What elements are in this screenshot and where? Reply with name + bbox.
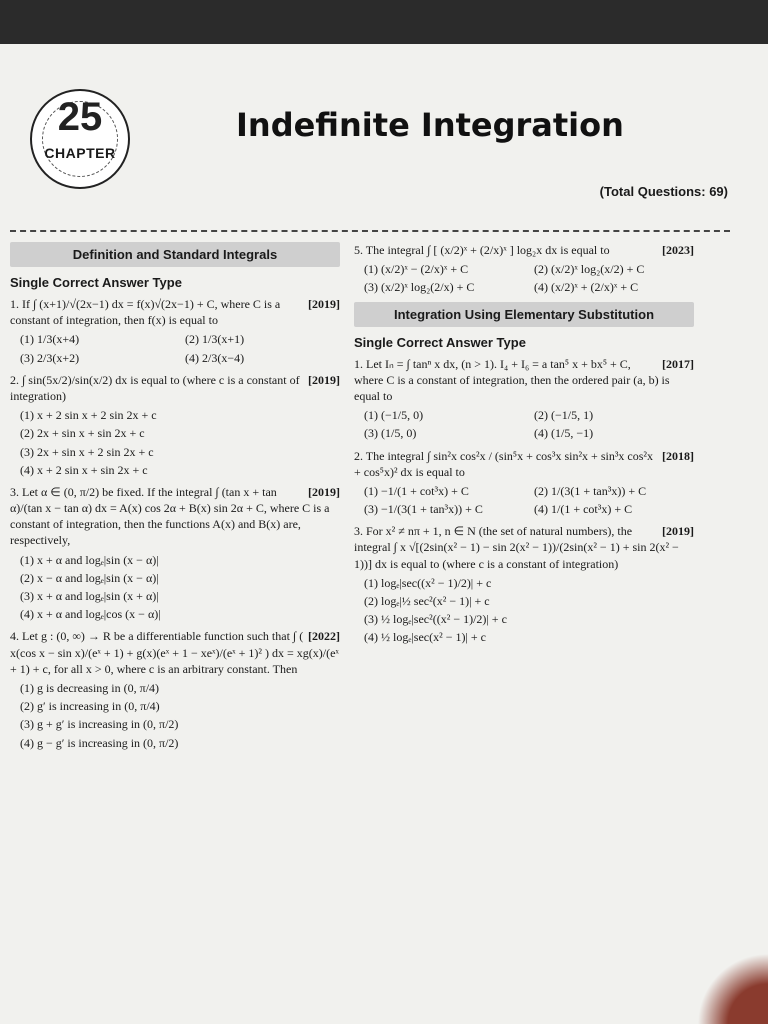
year-tag: [2019] (308, 297, 340, 311)
section-heading-standard: Definition and Standard Integrals (10, 242, 340, 267)
option-4[interactable]: (4) (x/2)ˣ + (2/x)ˣ + C (534, 280, 639, 295)
chapter-label: CHAPTER (44, 145, 116, 161)
options (20, 552, 340, 623)
question-text: 2. ∫ sin(5x/2)/sin(x/2) dx is equal to (where c is a constant of integration) (10, 372, 300, 403)
question-3 (10, 484, 340, 623)
answer-type-heading: Single Correct Answer Type (354, 334, 526, 350)
option-3[interactable]: (3) g + g′ is increasing in (0, π/2) (20, 717, 179, 732)
option-3[interactable]: (3) 2/3(x+2) (20, 350, 80, 365)
options (364, 575, 694, 646)
question-text: 1. Let Iₙ = ∫ tanⁿ x dx, (n > 1). I₄ + I₆ = a tan⁵ x + bx⁵ + C, where C is a constant of integration, then the ordered pair (a, b) is equal to (354, 356, 670, 403)
option-1[interactable]: (1) (−1/5, 0) (364, 408, 424, 423)
option-4[interactable]: (4) 2/3(x−4) (185, 350, 245, 365)
question-text: 2. The integral ∫ sin²x cos²x / (sin⁵x + cos³x sin²x + sin³x cos²x + cos⁵x)² dx is equal to (354, 448, 654, 479)
option-1[interactable]: (1) 1/3(x+4) (20, 332, 80, 347)
options (364, 407, 694, 441)
year-tag: [2019] (308, 484, 340, 499)
chapter-title: Indefinite Integration (236, 106, 624, 144)
year-tag: [2017] (662, 356, 694, 371)
option-3[interactable]: (3) x + α and logₑ|sin (x + α)| (20, 589, 159, 603)
option-2[interactable]: (2) (x/2)ˣ log₂(x/2) + C (534, 262, 645, 277)
option-4[interactable]: (4) (1/5, −1) (534, 426, 594, 441)
question-text: 3. Let α ∈ (0, π/2) be fixed. If the integral ∫ (tan x + tan α)/(tan x − tan α) dx = A(x) cos 2α + B(x) sin 2α + C, where C is a constant of integration, then the functions A(x) and B(x) are, respectively, (10, 484, 330, 548)
option-2[interactable]: (2) 1/(3(1 + tan³x)) + C (534, 483, 647, 498)
option-1[interactable]: (1) g is decreasing in (0, π/4) (20, 680, 160, 695)
answer-type-heading: Single Correct Answer Type (10, 275, 182, 290)
option-4[interactable]: (4) g − g′ is increasing in (0, π/2) (20, 735, 179, 750)
option-2[interactable]: (2) g′ is increasing in (0, π/4) (20, 699, 160, 714)
year-tag: [2022] (308, 629, 340, 644)
header-divider (10, 230, 730, 232)
option-1[interactable]: (1) −1/(1 + cot³x) + C (364, 483, 469, 498)
question-text: 1. If ∫ (x+1)/√(2x−1) dx = f(x)√(2x−1) + C, where C is a constant of integration, then f(x) is equal to (10, 297, 281, 328)
chapter-badge (30, 89, 130, 189)
option-4[interactable]: (4) 1/(1 + cot³x) + C (534, 502, 633, 517)
option-2[interactable]: (2) logₑ|½ sec²(x² − 1)| + c (364, 594, 490, 608)
year-tag: [2019] (662, 524, 694, 539)
finger-shadow (698, 904, 768, 1024)
option-1[interactable]: (1) logₑ|sec((x² − 1)/2)| + c (364, 575, 492, 590)
options (20, 407, 340, 478)
left-column (10, 242, 340, 757)
year-tag: [2023] (662, 243, 694, 257)
option-3[interactable]: (3) −1/(3(1 + tan³x)) + C (364, 502, 483, 517)
year-tag: [2019] (308, 372, 340, 387)
option-3[interactable]: (3) (x/2)ˣ log₂(2/x) + C (364, 280, 475, 295)
option-3[interactable]: (3) (1/5, 0) (364, 426, 417, 441)
option-2[interactable]: (2) x − α and logₑ|sin (x − α)| (20, 570, 159, 585)
question-2 (354, 448, 694, 518)
total-questions: (Total Questions: 69) (599, 184, 728, 199)
question-text: 4. Let g : (0, ∞) → R be a differentiable function such that ∫ ( x(cos x − sin x)/(eˣ + 1) + g(x)(eˣ + 1 − xeˣ)/(eˣ + 1)² ) dx = xg(x)/(eˣ + 1) + c, for all x > 0, where c is an arbitrary constant. Then (10, 629, 339, 676)
question-2 (10, 372, 340, 478)
question-5 (354, 242, 694, 296)
option-2[interactable]: (2) 1/3(x+1) (185, 332, 245, 347)
option-3[interactable]: (3) ½ logₑ|sec²((x² − 1)/2)| + c (364, 612, 507, 627)
option-1[interactable]: (1) (x/2)ˣ − (2/x)ˣ + C (364, 262, 469, 277)
option-1[interactable]: (1) x + 2 sin x + 2 sin 2x + c (20, 408, 157, 423)
question-1 (10, 296, 340, 366)
option-2[interactable]: (2) 2x + sin x + sin 2x + c (20, 426, 145, 441)
options (20, 680, 340, 751)
section-heading-substitution: Integration Using Elementary Substitution (354, 302, 694, 327)
question-text: 3. For x² ≠ nπ + 1, n ∈ N (the set of natural numbers), the integral ∫ x √[(2sin(x² − 1) − sin 2(x² − 1))/(2sin(x² − 1) + sin 2(x² − 1))] dx is equal to (where c is a constant of integration) (354, 524, 679, 571)
chapter-number: 25 (57, 95, 103, 139)
textbook-page (0, 44, 768, 1024)
question-3 (354, 523, 694, 645)
option-2[interactable]: (2) (−1/5, 1) (534, 408, 594, 423)
options (20, 331, 340, 365)
year-tag: [2018] (662, 448, 694, 463)
question-1 (354, 356, 694, 442)
options (364, 261, 694, 295)
option-4[interactable]: (4) x + 2 sin x + sin 2x + c (20, 462, 148, 477)
question-4 (10, 628, 340, 750)
option-4[interactable]: (4) ½ logₑ|sec(x² − 1)| + c (364, 630, 486, 645)
right-column (354, 242, 694, 652)
option-4[interactable]: (4) x + α and logₑ|cos (x − α)| (20, 607, 161, 622)
options (364, 483, 694, 517)
option-1[interactable]: (1) x + α and logₑ|sin (x − α)| (20, 552, 159, 567)
option-3[interactable]: (3) 2x + sin x + 2 sin 2x + c (20, 444, 154, 459)
question-text: 5. The integral ∫ [ (x/2)ˣ + (2/x)ˣ ] log₂x dx is equal to (354, 243, 610, 257)
